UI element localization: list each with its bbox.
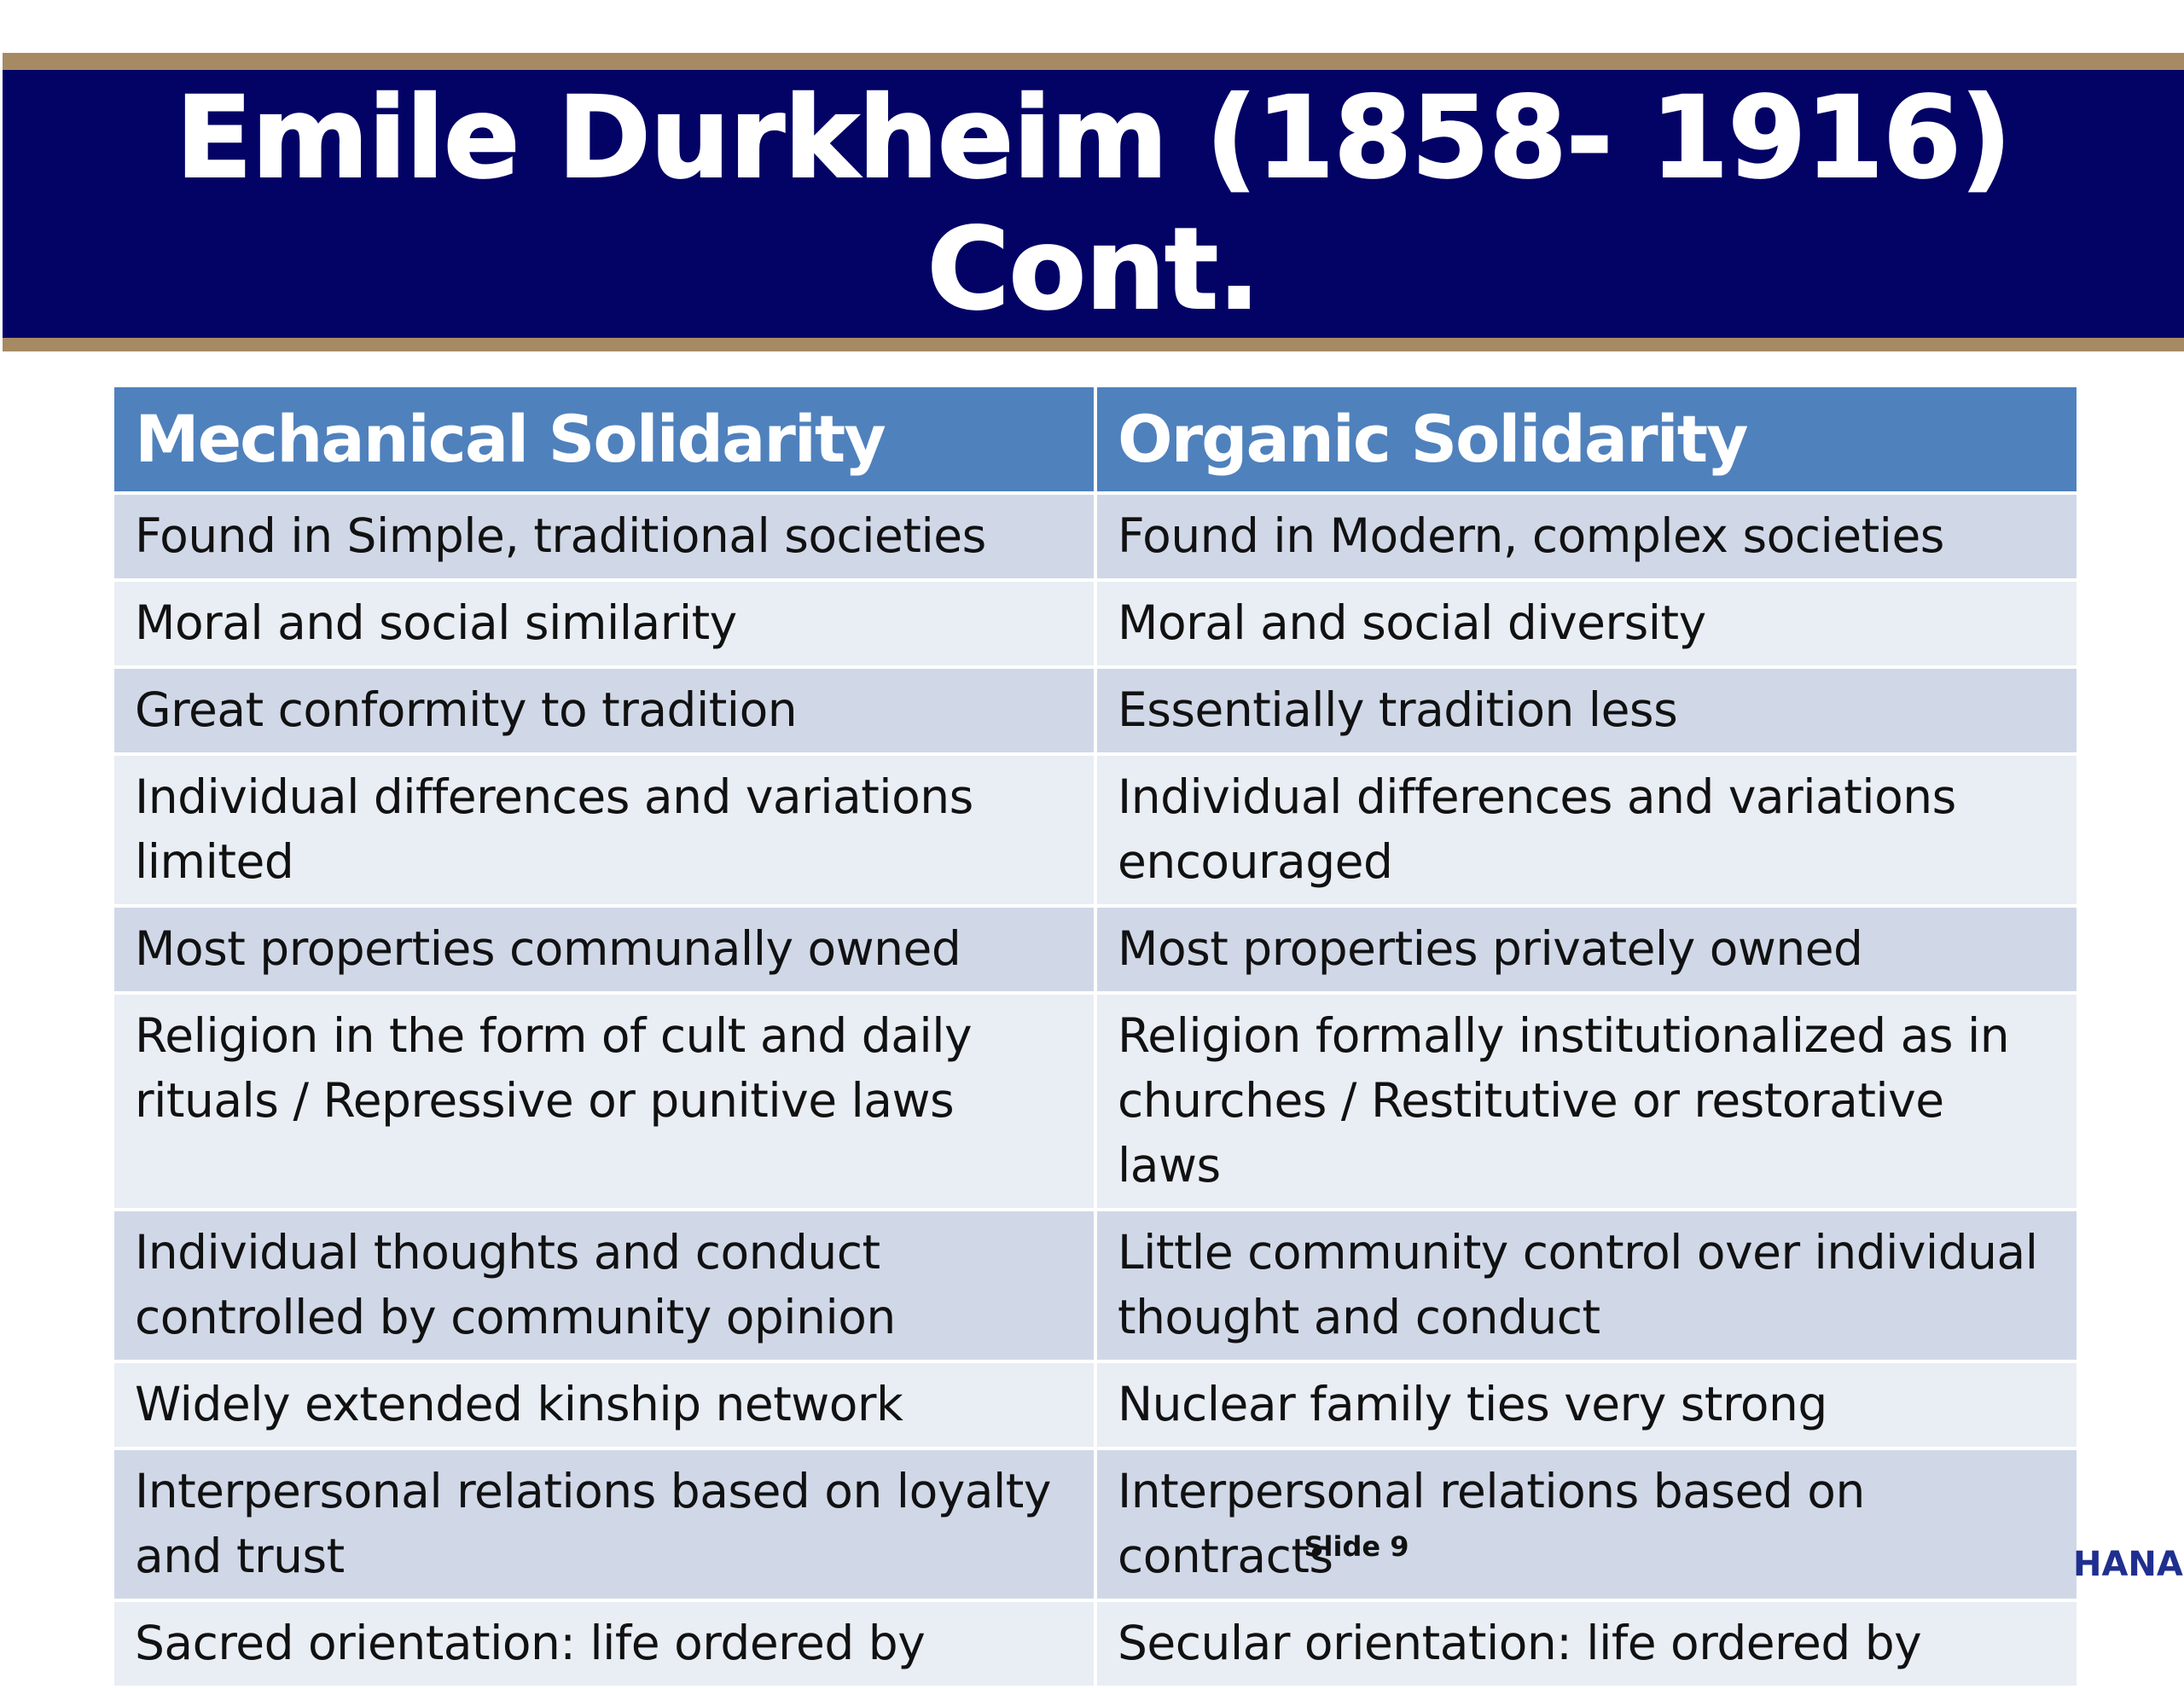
mechanical-cell: Great conformity to tradition	[114, 669, 1094, 752]
table-row	[114, 495, 2077, 578]
organic-cell: Interpersonal relations based on contracts	[1097, 1450, 2077, 1599]
table-row	[114, 669, 2077, 752]
mechanical-cell: Widely extended kinship network	[114, 1363, 1094, 1447]
mechanical-cell: Individual differences and variations limited	[114, 756, 1094, 904]
title-band	[3, 53, 2184, 351]
table-row	[114, 1450, 2077, 1599]
table-row	[114, 582, 2077, 665]
mechanical-cell: Interpersonal relations based on loyalty and trust	[114, 1450, 1094, 1599]
organic-cell: Individual differences and variations encouraged	[1097, 756, 2077, 904]
slide-title: Emile Durkheim (1858- 1916) Cont.	[175, 73, 2012, 335]
mechanical-cell: Religion in the form of cult and daily rituals / Repressive or punitive laws	[114, 995, 1094, 1208]
organic-cell: Found in Modern, complex societies	[1097, 495, 2077, 578]
organic-cell: Moral and social diversity	[1097, 582, 2077, 665]
comparison-table	[111, 384, 2080, 1689]
organic-cell: Little community control over individual thought and conduct	[1097, 1211, 2077, 1360]
mechanical-cell: Most properties communally owned	[114, 908, 1094, 991]
organic-cell: Religion formally institutionalized as in churches / Restitutive or restorative laws	[1097, 995, 2077, 1208]
organic-cell: Most properties privately owned	[1097, 908, 2077, 991]
organic-cell: Essentially tradition less	[1097, 669, 2077, 752]
table-row	[114, 1602, 2077, 1686]
table-row	[114, 1211, 2077, 1360]
organic-cell: Nuclear family ties very strong	[1097, 1363, 2077, 1447]
logo-text: HANA	[2073, 1545, 2183, 1584]
mechanical-cell: Individual thoughts and conduct controlled by community opinion	[114, 1211, 1094, 1360]
mechanical-cell: Sacred orientation: life ordered by	[114, 1602, 1094, 1686]
table-row	[114, 756, 2077, 904]
slide-number: Slide 9	[1304, 1530, 1409, 1563]
table-header-row	[114, 387, 2077, 491]
table-row	[114, 995, 2077, 1208]
mechanical-cell: Found in Simple, traditional societies	[114, 495, 1094, 578]
organic-cell: Secular orientation: life ordered by	[1097, 1602, 2077, 1686]
header-mechanical-solidarity: Mechanical Solidarity	[114, 387, 1094, 491]
mechanical-cell: Moral and social similarity	[114, 582, 1094, 665]
header-organic-solidarity: Organic Solidarity	[1097, 387, 2077, 491]
table-row	[114, 908, 2077, 991]
table-row	[114, 1363, 2077, 1447]
